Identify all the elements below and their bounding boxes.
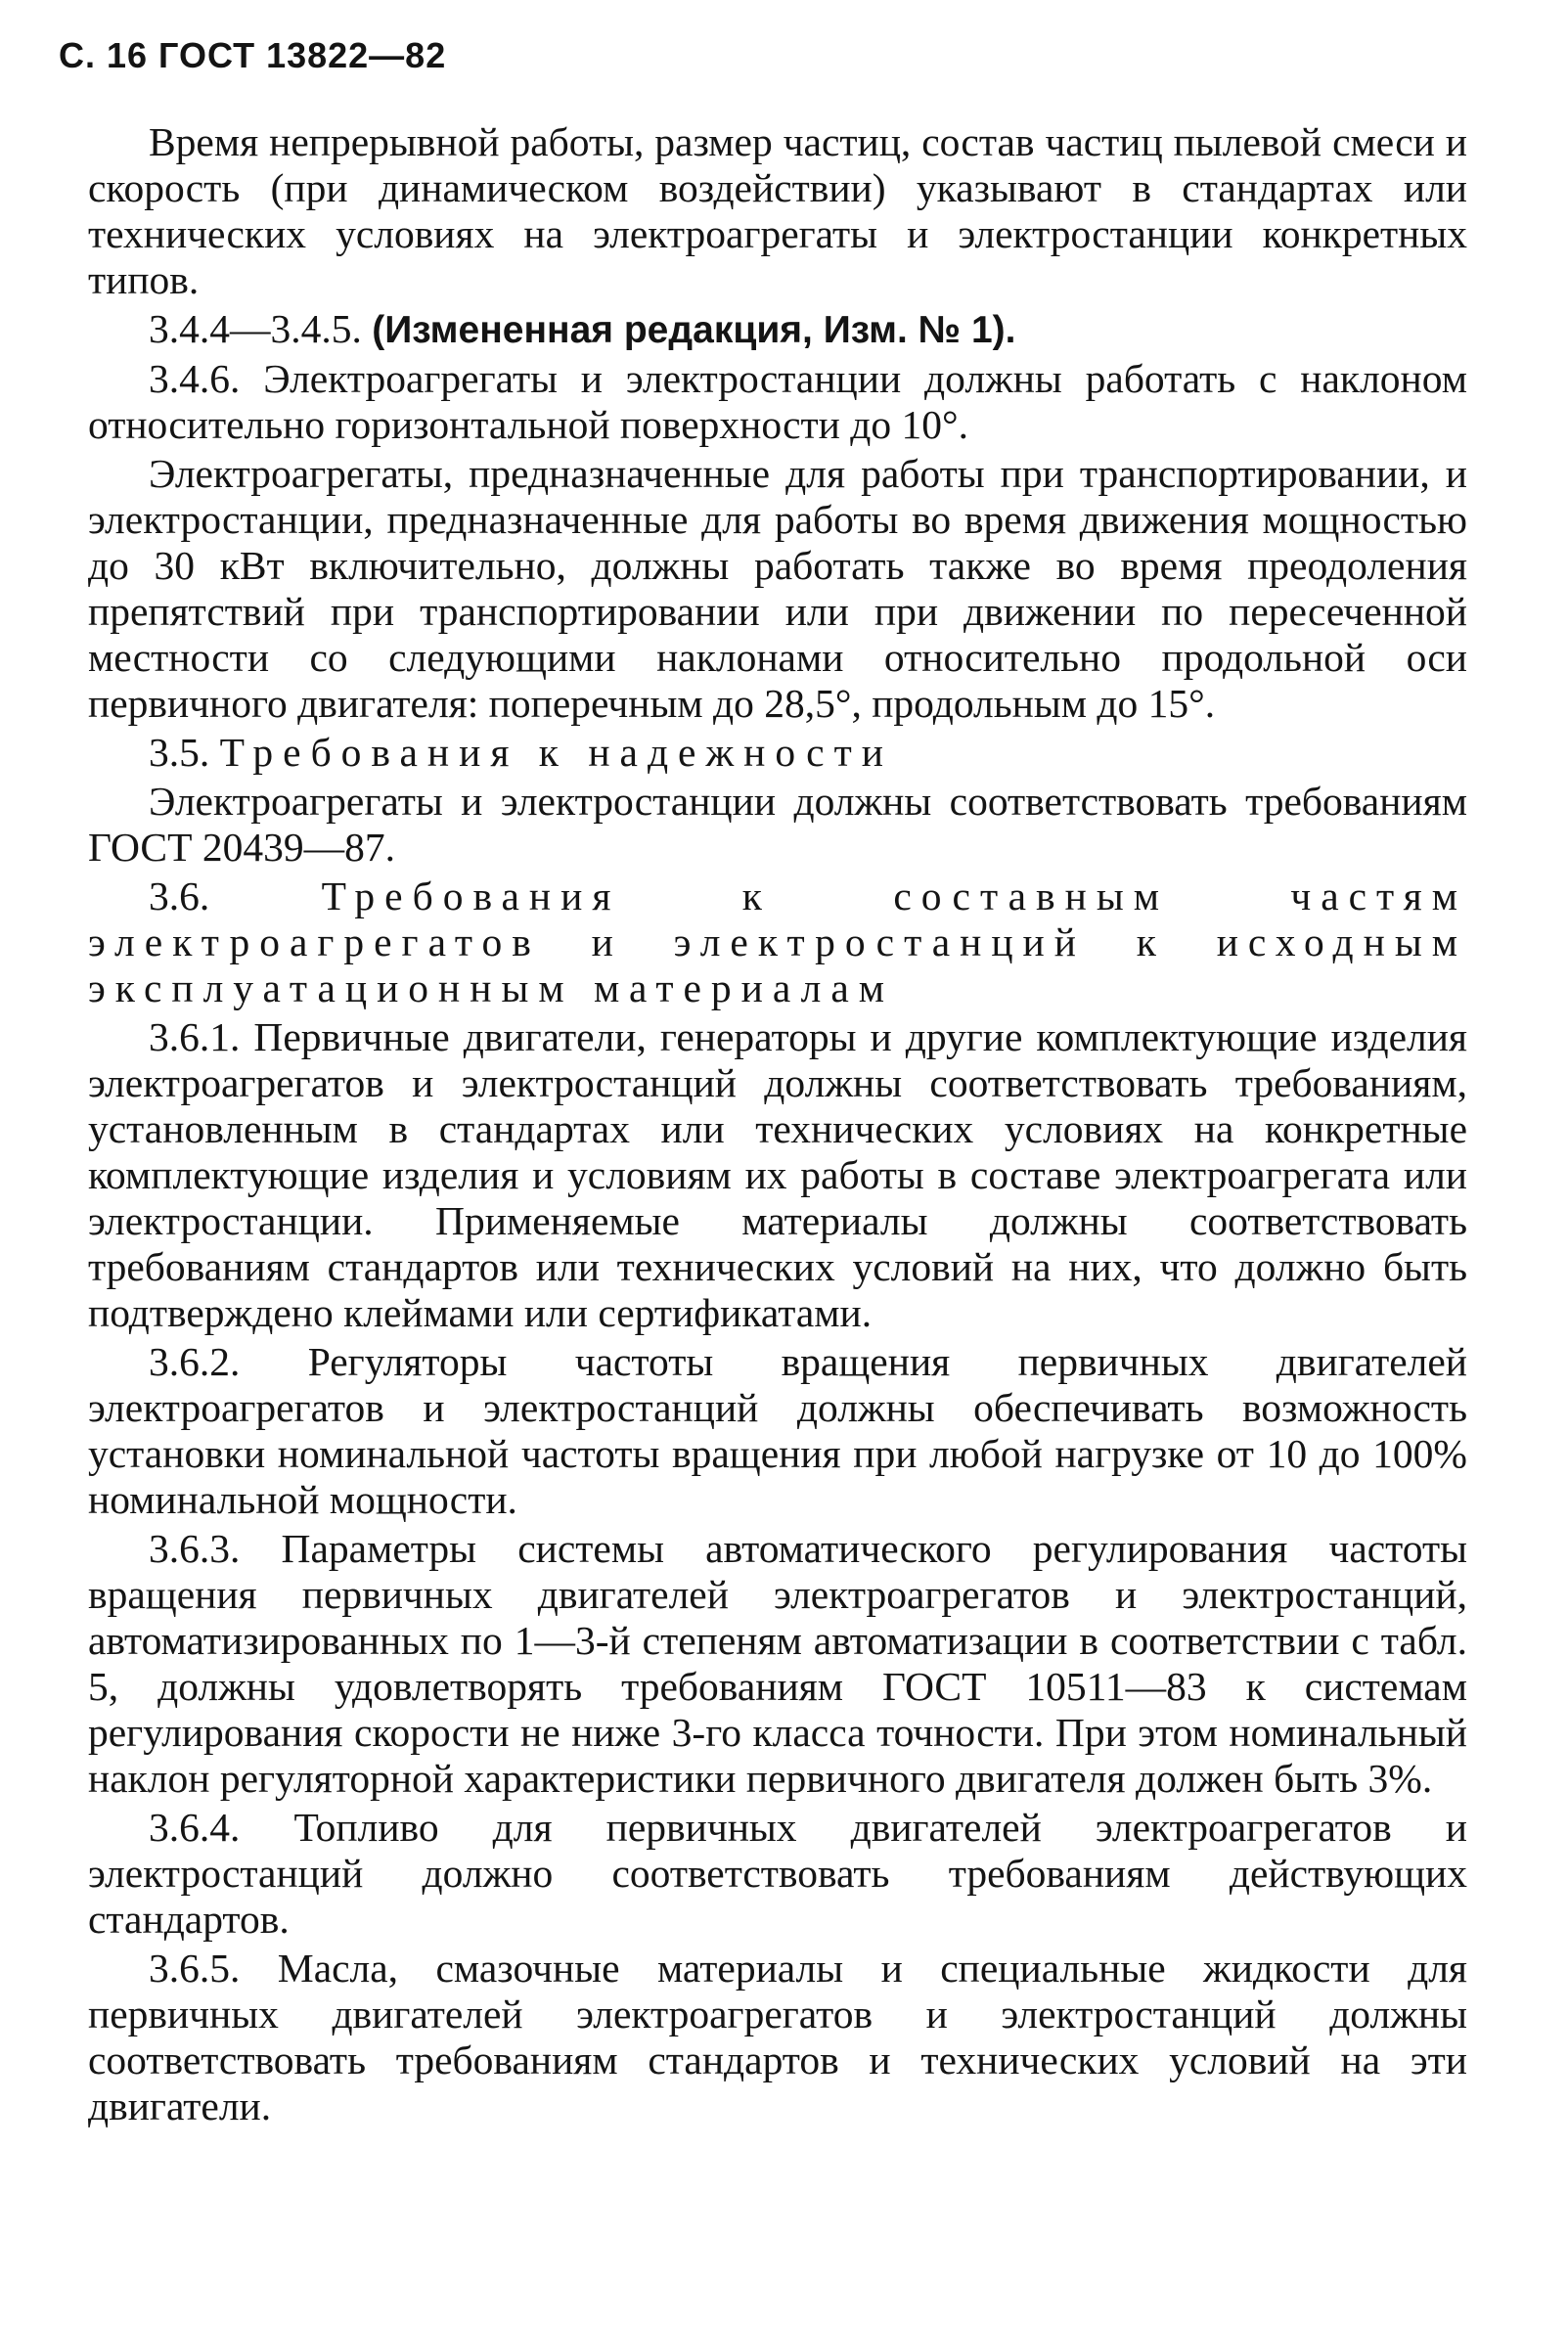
paragraph-3-4-4 (88, 306, 1467, 353)
section-title: Требования к составным частям электроагрегатов и электростанций к исходным эксплуатационным материалам (88, 873, 1468, 1010)
paragraph-3-6-1: 3.6.1. Первичные двигатели, генераторы и другие комплектующие изделия электроагрегатов и электростанций должны соответствовать требованиям, установленным в стандартах или технических условиях на конкретные комплектующие изделия и условиям их работы в составе электроагрегата или электростанции. Применяемые материалы должны соответствовать требованиям стандартов или технических условий на них, что должно быть подтверждено клеймами или сертификатами. (88, 1014, 1467, 1335)
section-heading-3-6 (88, 873, 1467, 1011)
paragraph-3-4-6: 3.4.6. Электроагрегаты и электростанции должны работать с наклоном относительно горизонтальной поверхности до 10°. (88, 356, 1467, 447)
paragraph-reliability: Электроагрегаты и электростанции должны соответствовать требованиям ГОСТ 20439—87. (88, 779, 1467, 870)
paragraph-3-6-2: 3.6.2. Регуляторы частоты вращения первичных двигателей электроагрегатов и электростанций должны обеспечивать возможность установки номинальной частоты вращения при любой нагрузке от 10 до 100% номинальной мощности. (88, 1339, 1467, 1522)
section-title: Требования к надежности (219, 730, 893, 775)
document-body (88, 119, 1467, 2132)
paragraph-3-6-4: 3.6.4. Топливо для первичных двигателей электроагрегатов и электростанций должно соответствовать требованиям действующих стандартов. (88, 1805, 1467, 1942)
paragraph-3-6-5: 3.6.5. Масла, смазочные материалы и специальные жидкости для первичных двигателей электроагрегатов и электростанций должны соответствовать требованиям стандартов и технических условий на эти двигатели. (88, 1946, 1467, 2128)
section-number: 3.6. (149, 873, 210, 918)
amendment-note: (Измененная редакция, Изм. № 1). (372, 309, 1016, 351)
paragraph-tilt-transport: Электроагрегаты, предназначенные для работы при транспортировании, и электростанции, предназначенные для работы во время движения мощностью до 30 кВт включительно, должны работать также во время преодоления препятствий при транспортировании или при движении по пересеченной местности со следующими наклонами относительно продольной оси первичного двигателя: поперечным до 28,5°, продольным до 15°. (88, 451, 1467, 726)
paragraph-duration: Время непрерывной работы, размер частиц, состав частиц пылевой смеси и скорость (при динамическом воздействии) указывают в стандартах или технических условиях на электроагрегаты и электростанции конкретных типов. (88, 119, 1467, 302)
clause-number: 3.4.4—3.4.5. (149, 306, 362, 351)
section-number: 3.5. (149, 730, 210, 775)
page-header: С. 16 ГОСТ 13822—82 (59, 35, 447, 75)
section-heading-3-5 (88, 730, 1467, 776)
paragraph-3-6-3: 3.6.3. Параметры системы автоматического регулирования частоты вращения первичных двигателей электроагрегатов и электростанций, автоматизированных по 1—3-й степеням автоматизации в соответствии с табл. 5, должны удовлетворять требованиям ГОСТ 10511—83 к системам регулирования скорости не ниже 3-го класса точности. При этом номинальный наклон регуляторной характеристики первичного двигателя должен быть 3%. (88, 1526, 1467, 1801)
